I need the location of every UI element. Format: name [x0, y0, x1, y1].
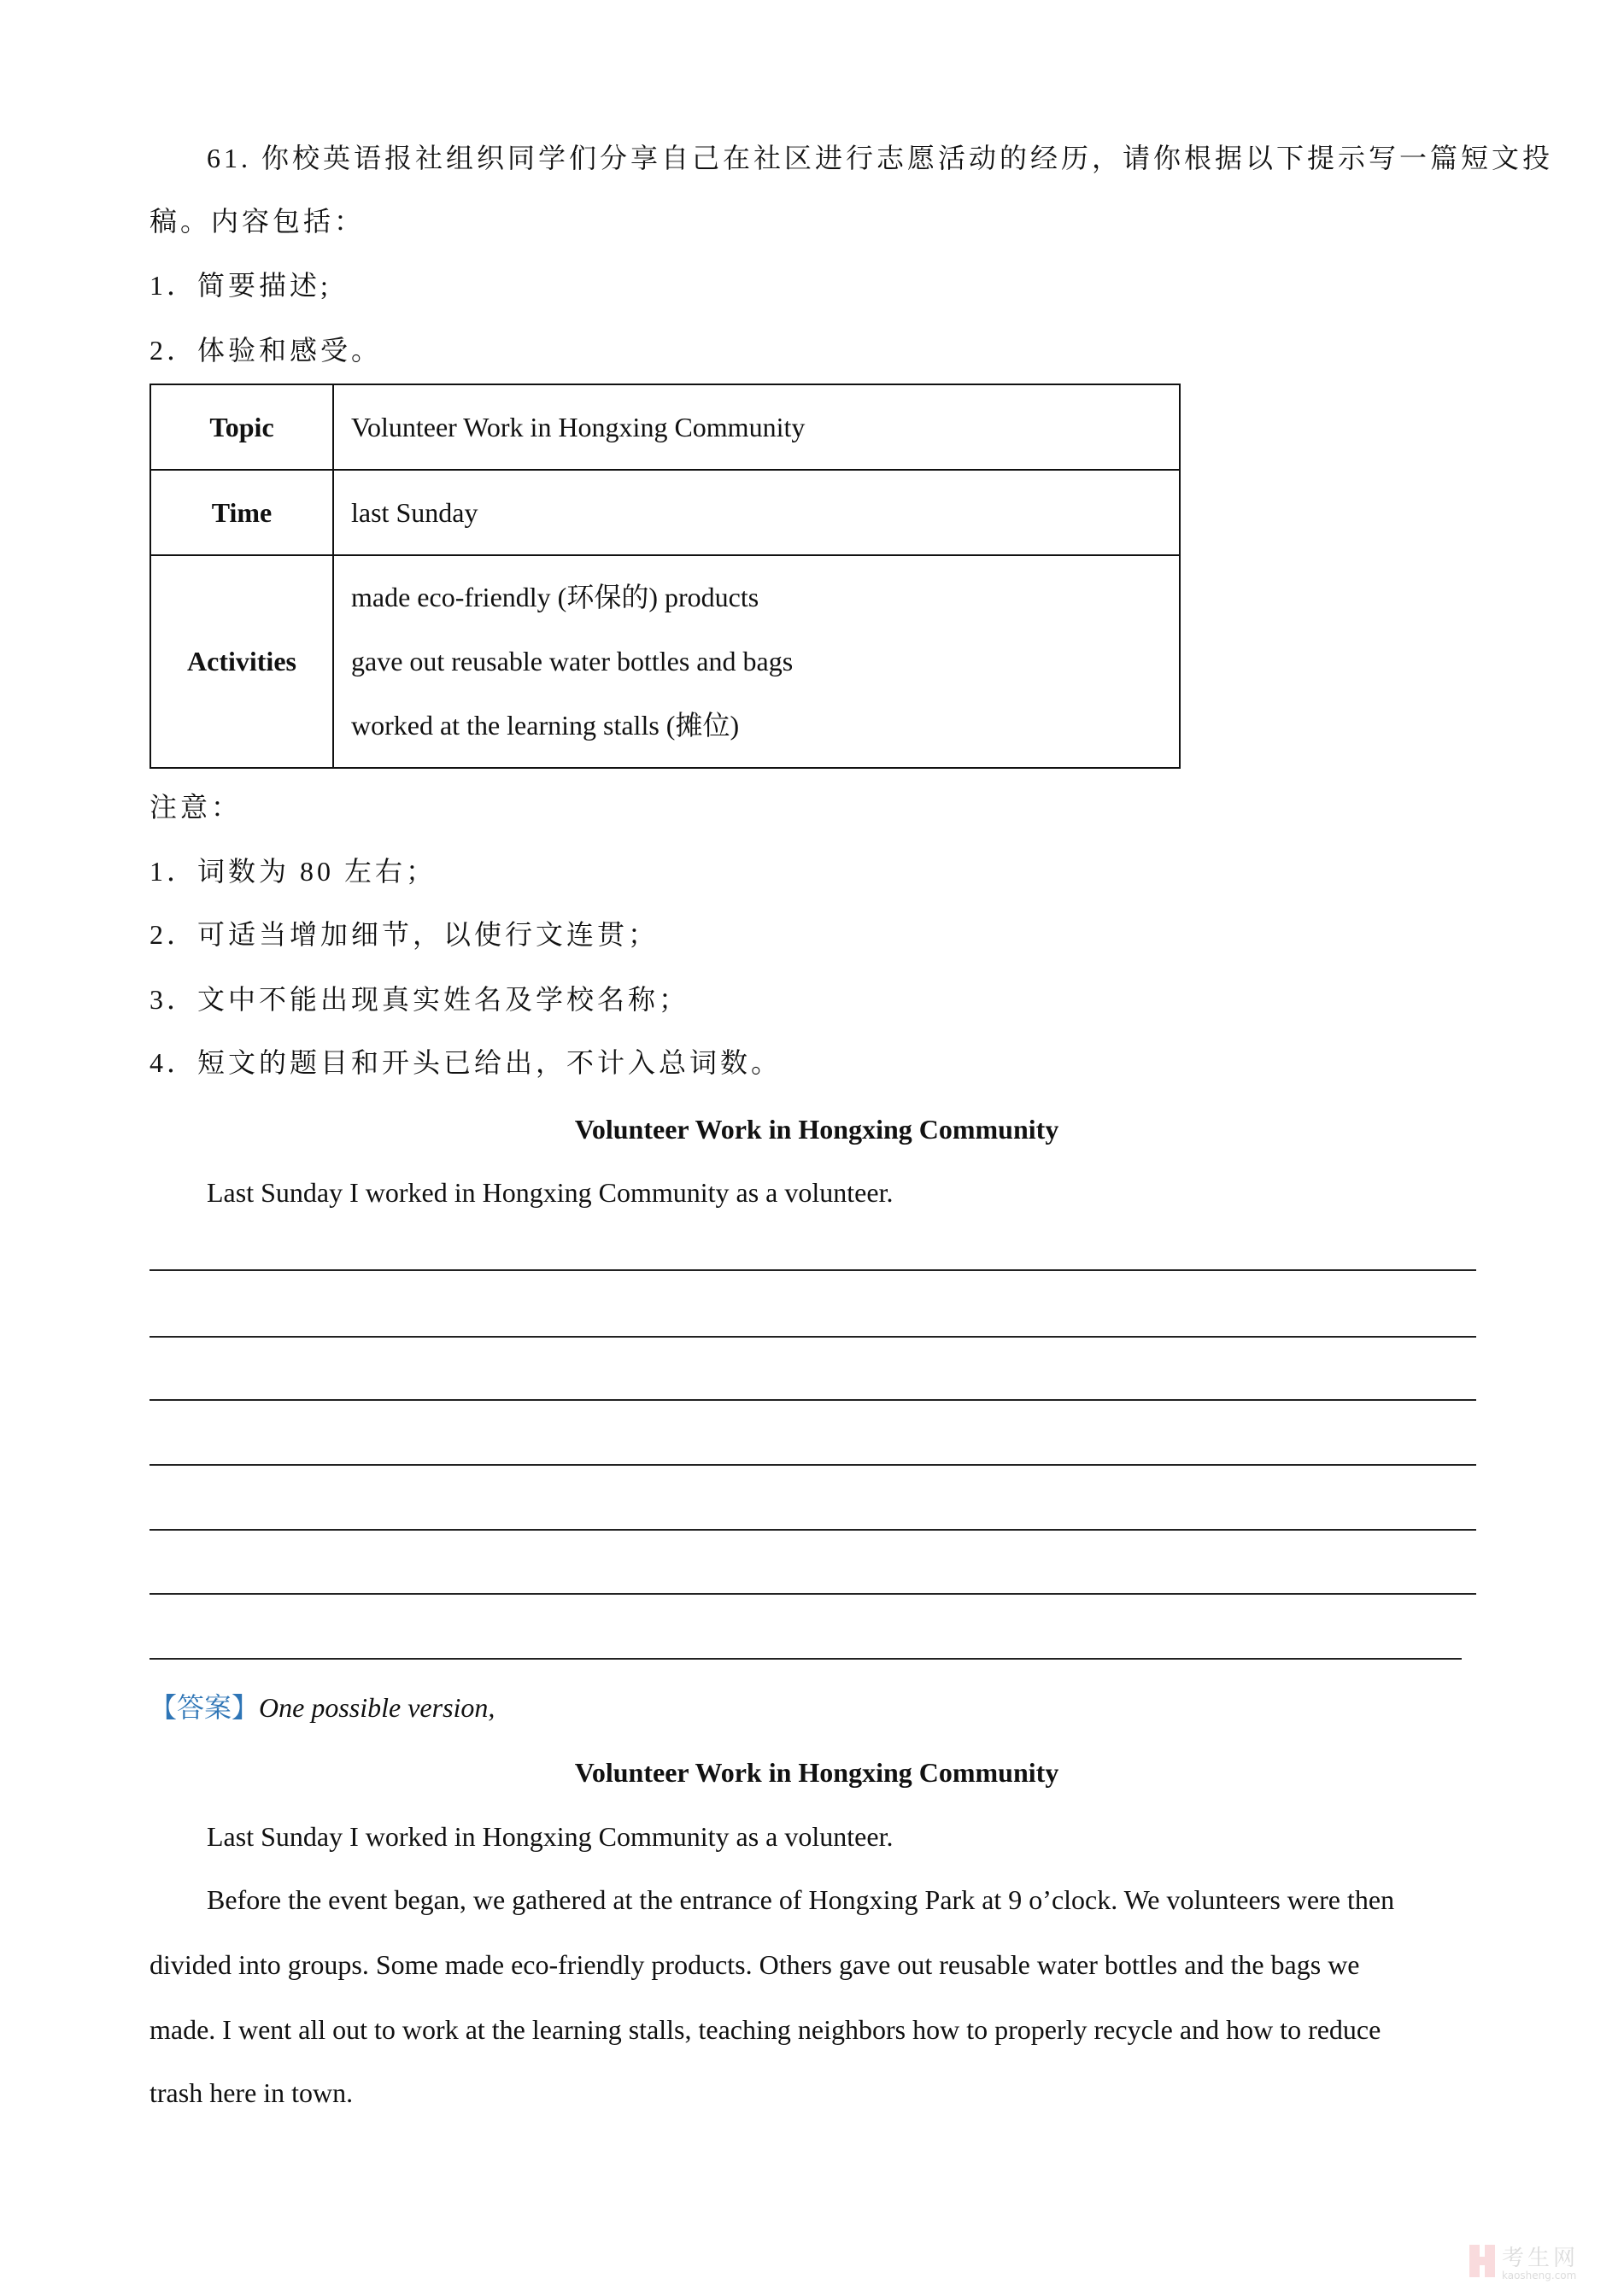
table-row: [150, 384, 1180, 470]
answer-opening: Last Sunday I worked in Hongxing Community as a volunteer.: [207, 1821, 894, 1852]
writing-line[interactable]: [150, 1529, 1476, 1531]
activity-item: made eco-friendly (环保的) products: [351, 582, 759, 612]
writing-line[interactable]: [150, 1399, 1476, 1401]
svg-text:考生网: 考生网: [1502, 2246, 1580, 2271]
answer-intro: One possible version,: [259, 1692, 495, 1723]
essay-opening: Last Sunday I worked in Hongxing Community as a volunteer.: [207, 1177, 894, 1208]
answer-line: made. I went all out to work at the learning stalls, teaching neighbors how to properly recycle and how to reduce: [150, 2014, 1381, 2045]
table-header-cell: Topic: [150, 384, 333, 470]
answer-line: Before the event began, we gathered at the entrance of Hongxing Park at 9 o’clock. We volunteers were then: [207, 1884, 1395, 1915]
prompt-table: [150, 384, 1181, 769]
table-cell: Volunteer Work in Hongxing Community: [333, 384, 1180, 470]
kaosheng-logo-icon: [1468, 2238, 1613, 2282]
answer-line: trash here in town.: [150, 2077, 354, 2108]
note-item: 1．词数为 80 左右；: [150, 856, 437, 887]
notes-label: 注意：: [150, 792, 243, 823]
watermark-logo: [1468, 2238, 1613, 2289]
note-item: 3．文中不能出现真实姓名及学校名称；: [150, 984, 690, 1015]
table-cell: last Sunday: [333, 470, 1180, 555]
table-header-cell: Time: [150, 470, 333, 555]
requirement-item: 1．简要描述;: [150, 270, 331, 301]
writing-line[interactable]: [150, 1464, 1476, 1466]
essay-title: Volunteer Work in Hongxing Community: [574, 1114, 1059, 1145]
table-row: [150, 555, 1180, 768]
answer-title: Volunteer Work in Hongxing Community: [574, 1757, 1059, 1788]
svg-text:kaosheng.com: kaosheng.com: [1502, 2270, 1577, 2281]
answer-label: 【答案】: [150, 1692, 260, 1723]
requirement-item: 2．体验和感受。: [150, 335, 383, 366]
question-prompt: 61. 你校英语报社组织同学们分享自己在社区进行志愿活动的经历，请你根据以下提示写一篇短文投: [207, 143, 1554, 173]
note-item: 2．可适当增加细节，以使行文连贯；: [150, 919, 660, 950]
note-item: 4．短文的题目和开头已给出，不计入总词数。: [150, 1047, 783, 1078]
writing-line[interactable]: [150, 1269, 1476, 1271]
answer-heading: [150, 1690, 495, 1725]
writing-line[interactable]: [150, 1336, 1476, 1338]
table-header-cell: Activities: [150, 555, 333, 768]
writing-line[interactable]: [150, 1658, 1462, 1660]
writing-line[interactable]: [150, 1593, 1476, 1595]
table-row: [150, 470, 1180, 555]
question-prompt-cont: 稿。内容包括：: [150, 206, 366, 237]
table-cell: [333, 555, 1180, 768]
activity-item: worked at the learning stalls (摊位): [351, 710, 740, 741]
answer-line: divided into groups. Some made eco-friendly products. Others gave out reusable water bottles and the bags we: [150, 1949, 1360, 1980]
activity-item: gave out reusable water bottles and bags: [351, 646, 794, 676]
